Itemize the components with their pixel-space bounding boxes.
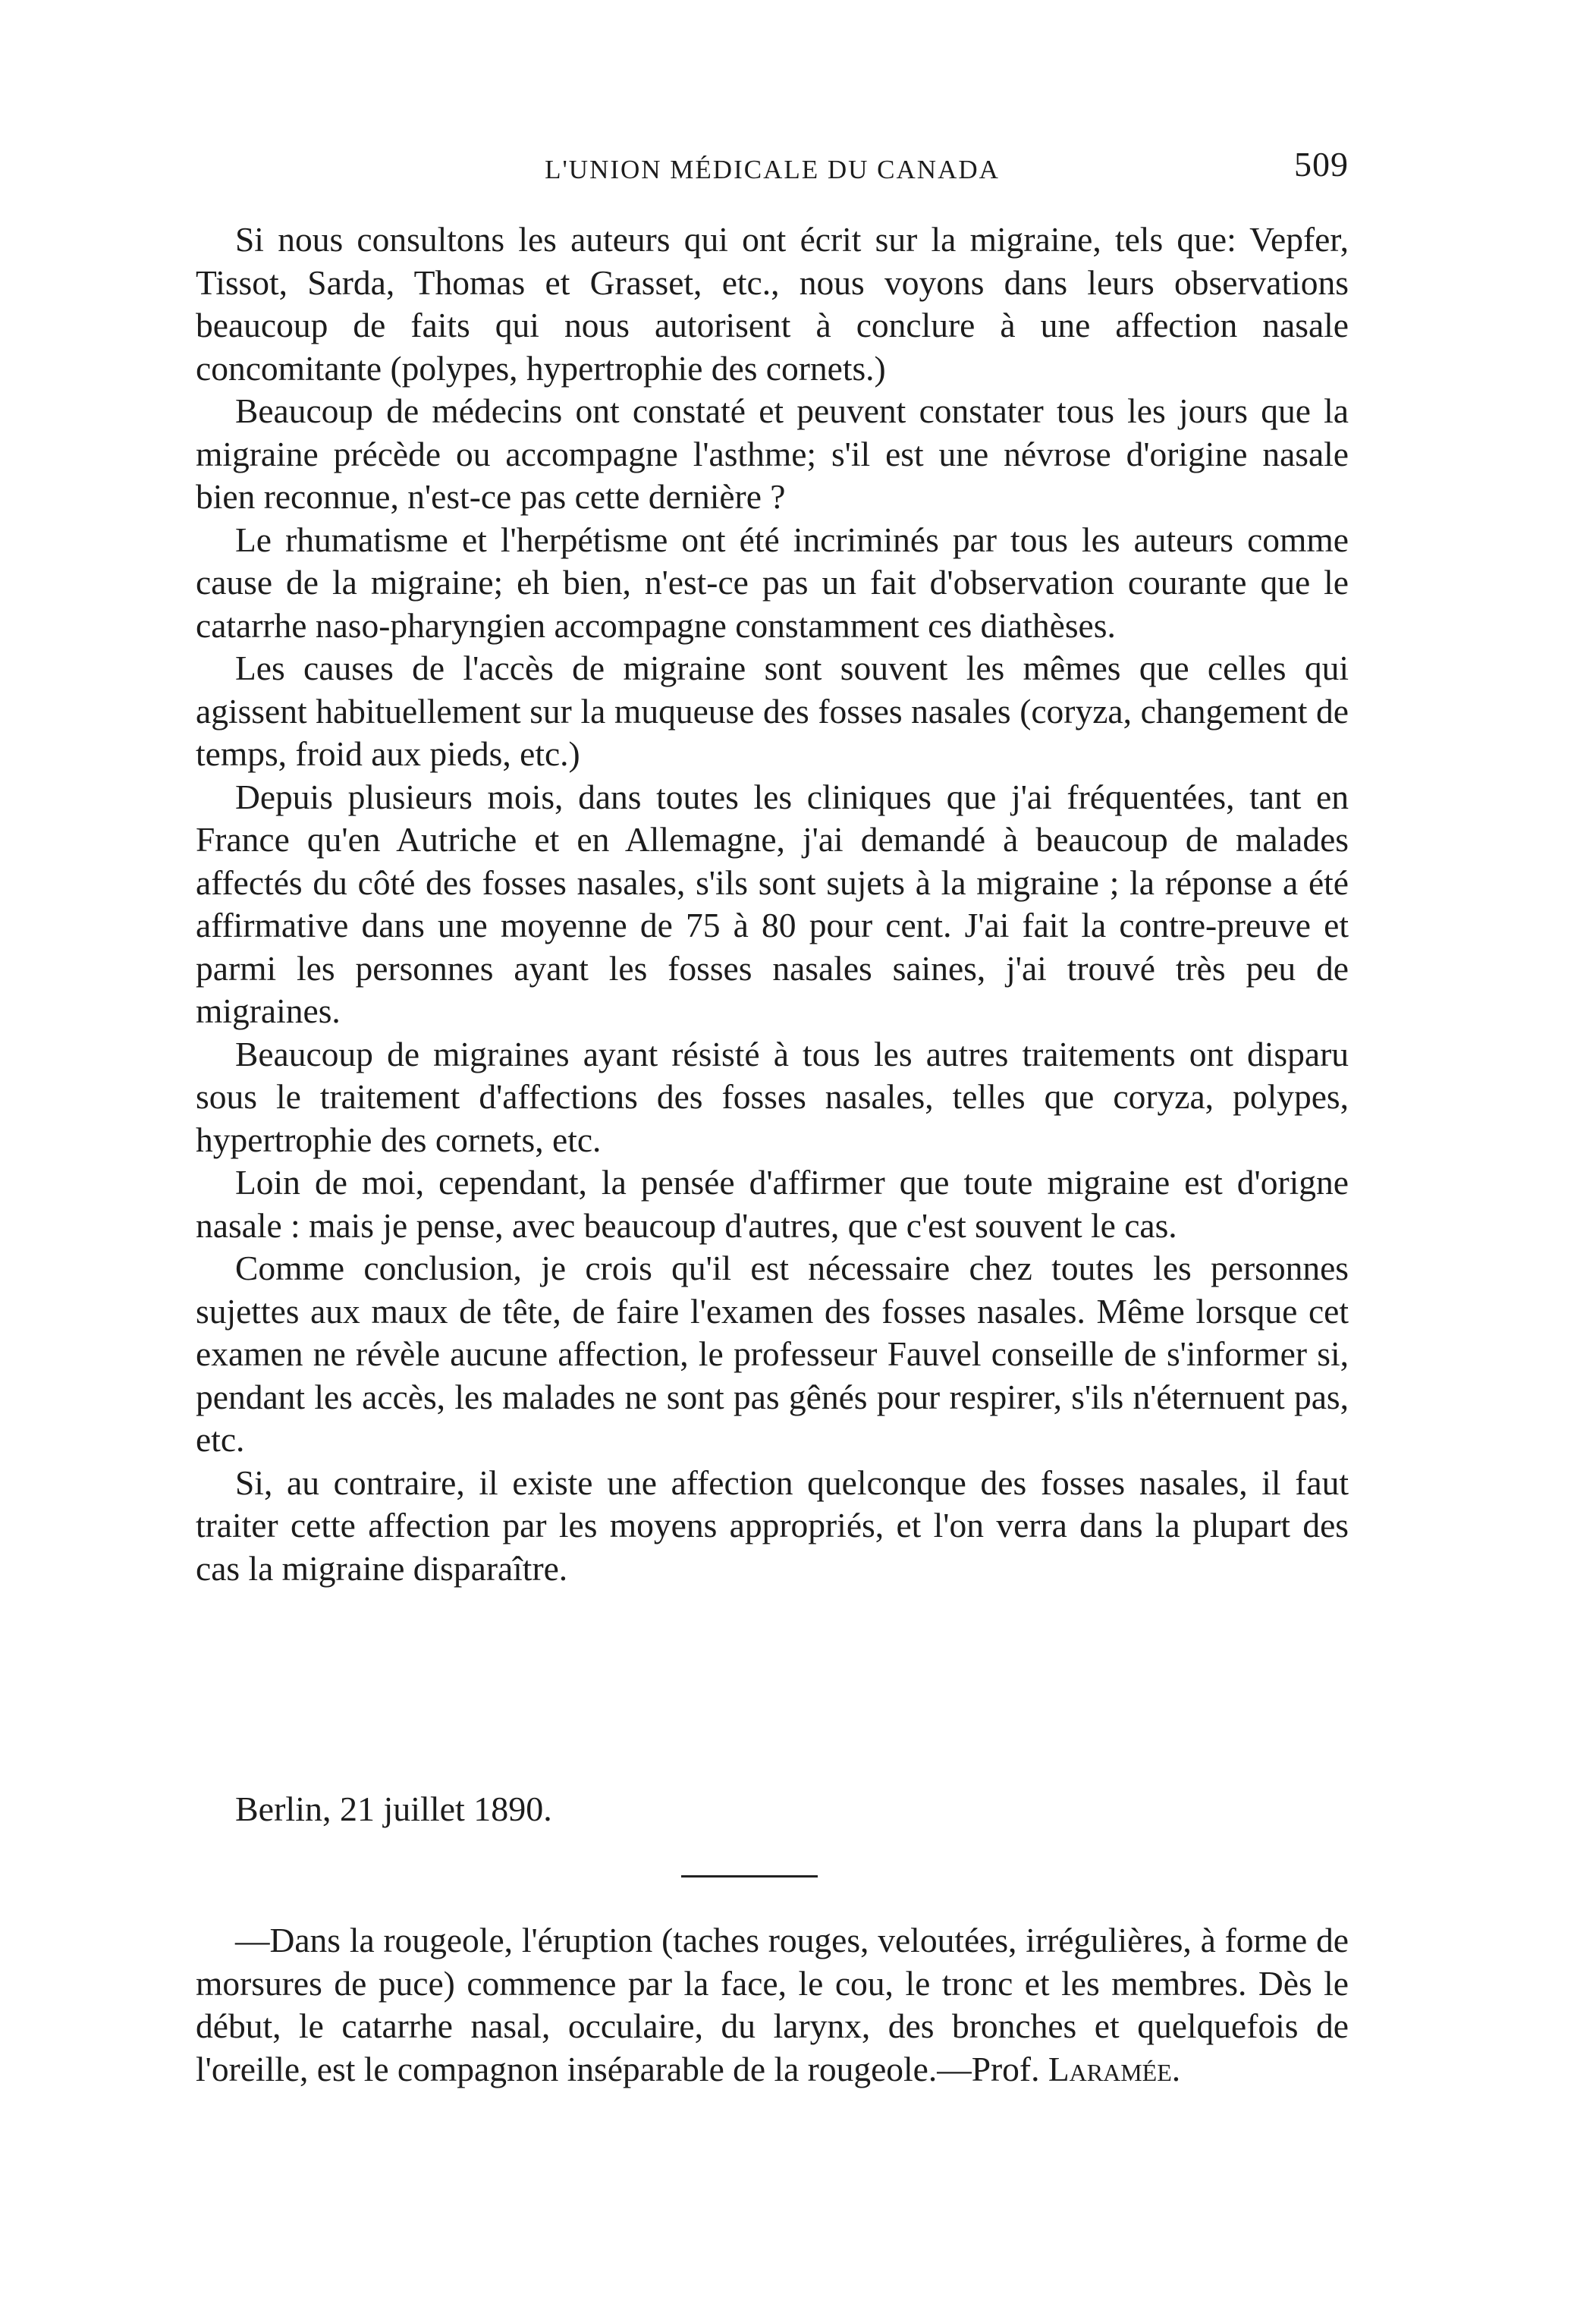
paragraph: Beaucoup de migraines ayant résisté à tous les autres traitements ont disparu sous le traitement d'affections des fosses nasales, telles que coryza, polypes, hypertrophie des cornets, etc. — [196, 1034, 1349, 1159]
paragraph: Depuis plusieurs mois, dans toutes les cliniques que j'ai fréquentées, tant en France qu'en Autriche et en Allemagne, j'ai demandé à beaucoup de malades affectés du côté des fosses nasales, s'ils sont sujets à la migraine ; la réponse a été affirmative dans une moyenne de 75 à 80 pour cent. J'ai fait la contre-preuve et parmi les personnes ayant les fosses nasales saines, j'ai trouvé très peu de migraines. — [196, 777, 1349, 1030]
page-number: 509 — [1294, 145, 1349, 184]
dateline: Berlin, 21 juillet 1890. — [235, 1790, 552, 1828]
paragraph: Si, au contraire, il existe une affection quelconque des fosses nasales, il faut traiter cette affection par les moyens appropriés, et l'on verra dans la plupart des cas la migraine disparaître. — [196, 1463, 1349, 1588]
article-body — [196, 218, 1349, 1590]
note-paragraph — [196, 1919, 1349, 2091]
running-header — [196, 144, 1349, 190]
paragraph: Les causes de l'accès de migraine sont souvent les mêmes que celles qui agissent habituellement sur la muqueuse des fosses nasales (coryza, changement de temps, froid aux pieds, etc.) — [196, 649, 1349, 773]
footnote-item — [196, 1919, 1349, 2091]
paragraph: Le rhumatisme et l'herpétisme ont été incriminés par tous les auteurs comme cause de la migraine; eh bien, n'est-ce pas un fait d'observation courante que le catarrhe naso-pharyngien accompagne constamment ces diathèses. — [196, 520, 1349, 645]
paragraph: Beaucoup de médecins ont constaté et peuvent constater tous les jours que la migraine précède ou accompagne l'asthme; s'il est une névrose d'origine nasale bien reconnue, n'est-ce pas cette dernière ? — [196, 391, 1349, 516]
journal-title: L'UNION MÉDICALE DU CANADA — [545, 155, 1000, 184]
section-divider — [681, 1875, 818, 1878]
note-text: —Dans la rougeole, l'éruption (taches rouges, veloutées, irrégulières, à forme de morsures de puce) commence par la face, le cou, le tronc et les membres. Dès le début, le catarrhe nasal, occulaire, du larynx, des bronches et quelquefois de l'oreille, est le compagnon inséparable de la rougeole.—Prof. — [196, 1921, 1349, 2088]
paragraph: Si nous consultons les auteurs qui ont écrit sur la migraine, tels que: Vepfer, Tissot, Sarda, Thomas et Grasset, etc., nous voyons dans leurs observations beaucoup de faits qui nous autorisent à conclure à une affection nasale concomitante (polypes, hypertrophie des cornets.) — [196, 220, 1349, 388]
note-attribution: Laramée. — [1048, 2049, 1181, 2088]
paragraph: Comme conclusion, je crois qu'il est nécessaire chez toutes les personnes sujettes aux maux de tête, de faire l'examen des fosses nasales. Même lorsque cet examen ne révèle aucune affection, le professeur Fauvel conseille de s'informer si, pendant les accès, les malades ne sont pas gênés pour respirer, s'ils n'éternuent pas, etc. — [196, 1249, 1349, 1459]
paragraph: Loin de moi, cependant, la pensée d'affirmer que toute migraine est d'origne nasale : mais je pense, avec beaucoup d'autres, que c'est souvent le cas. — [196, 1163, 1349, 1245]
